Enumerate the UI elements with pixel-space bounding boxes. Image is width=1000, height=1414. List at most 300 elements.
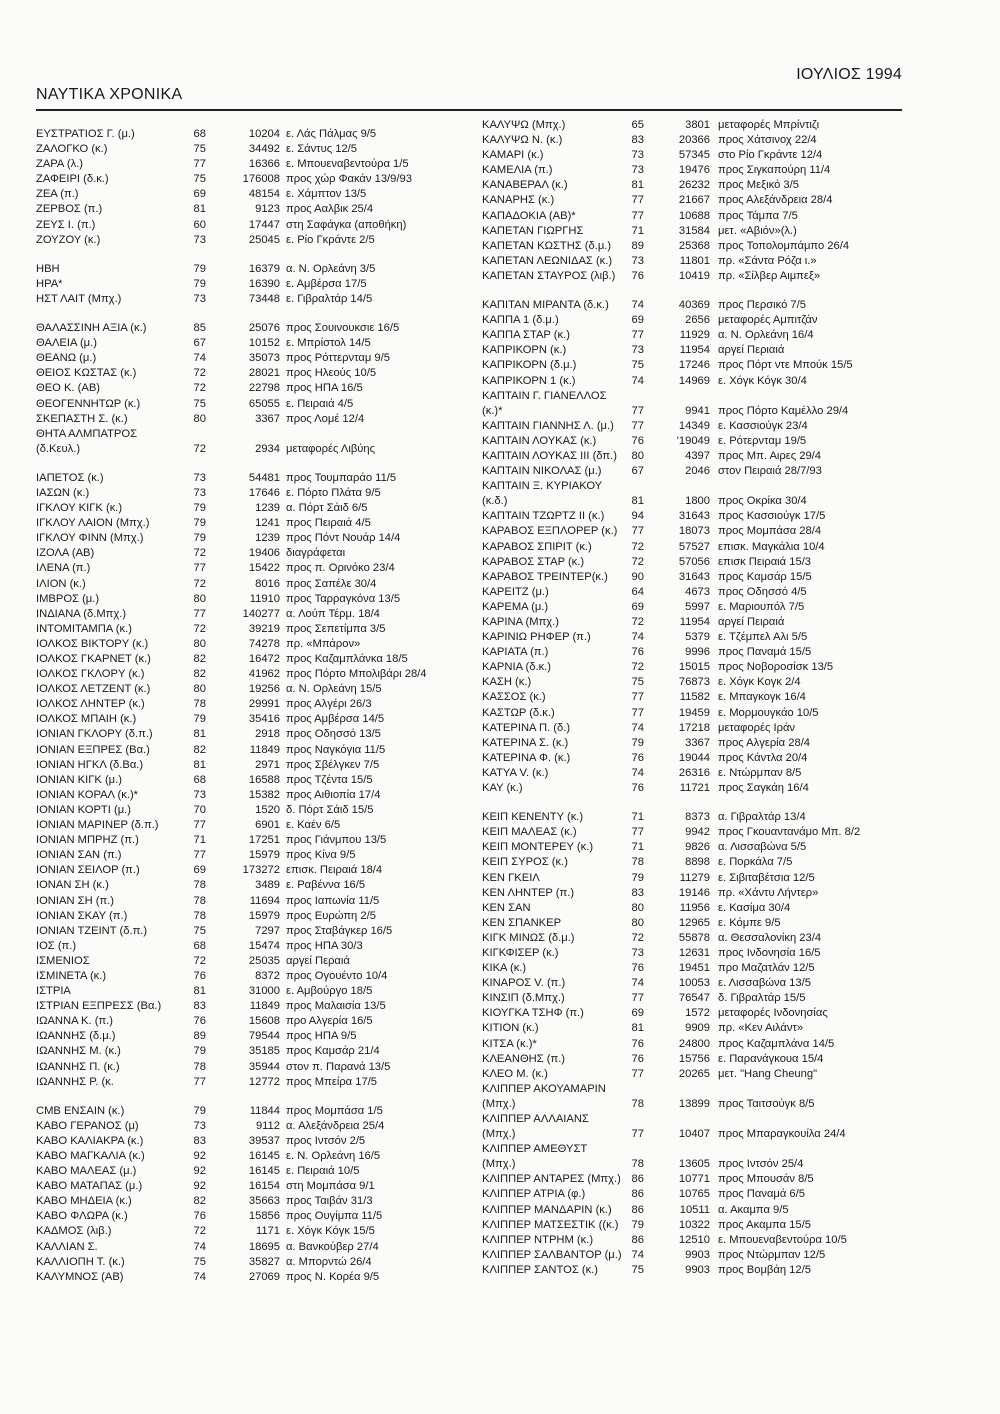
ship-name: ΚΑΠΤΑΙΝ ΤΖΩΡΤΖ ΙΙ (κ.) bbox=[482, 510, 605, 523]
ship-row bbox=[36, 1104, 426, 1119]
ship-row bbox=[482, 163, 902, 178]
ship-row bbox=[482, 1203, 902, 1218]
build-year: 83 bbox=[631, 134, 644, 147]
ship-name: ΚΑΒΟ ΜΑΤΑΠΑΣ (μ.) bbox=[36, 1180, 143, 1193]
build-year: 80 bbox=[631, 449, 644, 462]
tonnage: 1239 bbox=[255, 532, 280, 545]
build-year: 75 bbox=[631, 1263, 644, 1276]
ship-name: ΚΕΝ ΓΚΕΙΛ bbox=[482, 871, 540, 884]
tonnage: 13899 bbox=[678, 1097, 710, 1110]
ship-name: ΚΑΣΗ (κ.) bbox=[482, 676, 532, 689]
ship-row bbox=[482, 358, 902, 373]
position-note: προς Τοπολομπάμπο 26/4 bbox=[718, 239, 850, 252]
position-note: ε. Κασίμα 30/4 bbox=[718, 901, 791, 914]
tonnage: '19049 bbox=[676, 434, 710, 447]
tonnage: 35663 bbox=[248, 1195, 280, 1208]
position-note: μετ. «Αβιόν»(λ.) bbox=[718, 224, 797, 237]
ship-row bbox=[36, 954, 426, 969]
ship-row bbox=[36, 157, 426, 172]
position-note: α. Ν. Ορλεάνη 15/5 bbox=[286, 683, 382, 696]
ship-name: ΚΑΤΕΡΙΝΑ Π. (δ.) bbox=[482, 721, 571, 734]
tonnage: 8372 bbox=[255, 969, 280, 982]
tonnage: 11954 bbox=[679, 616, 710, 628]
ship-name: ΘΑΛΕΙΑ (μ.) bbox=[36, 337, 97, 350]
tonnage: 41962 bbox=[248, 668, 280, 681]
ship-name: ΚΑΒΟ ΓΕΡΑΝΟΣ (μ) bbox=[36, 1119, 139, 1132]
ship-name: ΚΛΕΟ Μ. (κ.) bbox=[482, 1067, 548, 1080]
build-year: 75 bbox=[193, 924, 206, 937]
tonnage: 16145 bbox=[248, 1150, 280, 1162]
position-note: προς Ευρώπη 2/5 bbox=[286, 909, 376, 922]
ship-row bbox=[36, 486, 426, 501]
build-year: 72 bbox=[631, 931, 644, 944]
ship-name: ΚΛΙΠΠΕΡ ΑΚΟΥΑΜΑΡΙΝ (Μπχ.) bbox=[482, 1082, 606, 1110]
position-note: α. Λισσαβώνα 5/5 bbox=[718, 841, 807, 854]
position-note: προς Ταιτσούγκ 8/5 bbox=[718, 1097, 815, 1110]
build-year: 82 bbox=[193, 743, 206, 756]
ship-row bbox=[482, 871, 902, 886]
tonnage: 15856 bbox=[248, 1210, 280, 1223]
build-year: 72 bbox=[193, 382, 206, 395]
build-year: 73 bbox=[631, 164, 644, 177]
ship-name: ΚΑΤΥΑ V. (κ.) bbox=[482, 766, 549, 779]
position-note: προς Ααλβικ 25/4 bbox=[286, 203, 374, 216]
tonnage: 25045 bbox=[248, 233, 280, 246]
build-year: 75 bbox=[193, 1255, 206, 1268]
position-note: στον Πειραιά 28/7/93 bbox=[718, 465, 822, 478]
ship-row bbox=[482, 946, 902, 961]
tonnage: 25076 bbox=[248, 322, 280, 335]
position-note: προς Μπουσάν 8/5 bbox=[718, 1173, 814, 1186]
ship-row bbox=[482, 675, 902, 690]
ship-name: ΚΑΛΛΙΑΝ Σ. bbox=[36, 1240, 98, 1253]
build-year: 72 bbox=[193, 547, 206, 560]
build-year: 77 bbox=[631, 1128, 644, 1141]
position-note: μεταφορές Ινδονησίας bbox=[718, 1007, 828, 1020]
tonnage: 9942 bbox=[685, 826, 710, 839]
tonnage: 17251 bbox=[248, 834, 280, 847]
build-year: 77 bbox=[631, 404, 644, 417]
tonnage: 4673 bbox=[685, 585, 710, 598]
ship-row bbox=[36, 682, 426, 697]
position-note: ε. Χόγκ Κόγκ 15/5 bbox=[286, 1225, 375, 1238]
ship-name: ΙΟΝΙΑΝ ΓΚΛΟΡΥ (δ.π.) bbox=[36, 728, 153, 741]
build-year: 83 bbox=[193, 1000, 206, 1013]
tonnage: 26316 bbox=[678, 766, 710, 779]
tonnage: 16154 bbox=[248, 1180, 280, 1193]
ship-row bbox=[482, 721, 902, 736]
tonnage: 12510 bbox=[678, 1233, 710, 1246]
position-note: προς Σαπέλε 30/4 bbox=[286, 577, 377, 590]
tonnage: 54481 bbox=[248, 471, 280, 484]
ship-row bbox=[482, 1142, 902, 1172]
ship-name: ΚΑΠΤΑΙΝ ΓΙΑΝΝΗΣ Λ. (μ.) bbox=[482, 419, 614, 432]
ship-row bbox=[36, 1224, 426, 1239]
ship-name: ΚΑΡΙΑΤΑ (π.) bbox=[482, 646, 549, 659]
position-note: προς Νοβοροσίσκ 13/5 bbox=[718, 661, 834, 674]
build-year: 72 bbox=[631, 540, 644, 553]
ship-row bbox=[482, 825, 902, 840]
position-note: ε. Μπουεναβεντούρα 10/5 bbox=[718, 1233, 847, 1246]
ship-name: ΚΛΙΠΠΕΡ ΑΛΛΑΙΑΝΣ (Μπχ.) bbox=[482, 1113, 589, 1141]
tonnage: 14969 bbox=[678, 374, 710, 387]
ship-row bbox=[36, 803, 426, 818]
ship-name: ΚΑΠΠΑ 1 (δ.μ.) bbox=[482, 314, 559, 327]
build-year: 79 bbox=[193, 1045, 206, 1058]
build-year: 69 bbox=[631, 314, 644, 327]
build-year: 75 bbox=[193, 173, 206, 186]
ship-name: ΚΑΤΕΡΙΝΑ Σ. (κ.) bbox=[482, 736, 569, 749]
build-year: 86 bbox=[631, 1233, 644, 1246]
position-note: προς Καμσάρ 21/4 bbox=[286, 1045, 380, 1058]
position-note: προς Πόντ Νουάρ 14/4 bbox=[286, 532, 401, 545]
ship-name: ΙΣΤΡΙΑ bbox=[36, 985, 71, 998]
build-year: 73 bbox=[193, 486, 206, 499]
ship-row bbox=[36, 909, 426, 924]
ship-row bbox=[482, 855, 902, 870]
ship-row bbox=[36, 1194, 426, 1209]
position-note: προς Αιθιοπία 17/4 bbox=[286, 788, 381, 801]
ship-row bbox=[482, 1112, 902, 1142]
ship-row bbox=[482, 781, 902, 796]
ship-row bbox=[482, 434, 902, 449]
build-year: 82 bbox=[193, 1195, 206, 1208]
build-year: 76 bbox=[631, 1052, 644, 1065]
ship-name: ΚΑΤΕΡΙΝΑ Φ. (κ.) bbox=[482, 751, 571, 764]
tonnage: 73448 bbox=[248, 292, 280, 305]
build-year: 77 bbox=[631, 419, 644, 432]
build-year: 94 bbox=[631, 510, 644, 523]
ship-row bbox=[482, 298, 902, 313]
ship-name: ΚΛΙΠΠΕΡ ΣΑΛΒΑΝΤΟΡ (μ.) bbox=[482, 1248, 622, 1261]
ship-row bbox=[36, 1209, 426, 1224]
ship-row bbox=[36, 833, 426, 848]
build-year: 72 bbox=[193, 954, 206, 967]
ship-row bbox=[482, 901, 902, 916]
tonnage: 15015 bbox=[678, 661, 710, 674]
position-note: ε. Μπρίστολ 14/5 bbox=[286, 337, 371, 350]
ship-row bbox=[482, 585, 902, 600]
tonnage: 9909 bbox=[685, 1022, 710, 1035]
position-note: ε. Ρότερνταμ 19/5 bbox=[718, 434, 807, 447]
position-note: ε. Κασσιούγκ 23/4 bbox=[718, 419, 808, 432]
build-year: 90 bbox=[631, 570, 644, 583]
tonnage: 25035 bbox=[248, 954, 280, 967]
ship-row bbox=[36, 501, 426, 516]
position-note: προς Βομβάη 12/5 bbox=[718, 1263, 811, 1276]
build-year: 80 bbox=[193, 637, 206, 650]
position-note: προς χώρ Φακάν 13/9/93 bbox=[286, 173, 412, 186]
tonnage: 9123 bbox=[255, 203, 280, 216]
position-note: προς Οδησσό 13/5 bbox=[286, 728, 381, 741]
ship-row bbox=[36, 187, 426, 202]
ship-name: ΚΑΜΑΡΙ (κ.) bbox=[482, 149, 544, 162]
tonnage: 14349 bbox=[678, 419, 710, 432]
build-year: 81 bbox=[631, 495, 644, 508]
ship-name: ΚΑΒΟ ΜΑΛΕΑΣ (μ.) bbox=[36, 1165, 137, 1178]
ship-name: ΚΛΙΠΠΕΡ ΑΤΡΙΑ (φ.) bbox=[482, 1188, 586, 1201]
position-note: α. Ν. Ορλεάνη 3/5 bbox=[286, 262, 376, 275]
position-note: προς Γιάνμπου 13/5 bbox=[286, 834, 387, 847]
build-year: 74 bbox=[631, 299, 644, 312]
ship-row bbox=[482, 630, 902, 645]
build-year: 74 bbox=[631, 977, 644, 990]
position-note: προς Σαγκάη 16/4 bbox=[718, 782, 809, 795]
tonnage: 11801 bbox=[679, 254, 710, 267]
build-year: 70 bbox=[193, 803, 206, 816]
ship-row bbox=[482, 615, 902, 630]
position-note: προς Οδησσό 4/5 bbox=[718, 585, 807, 598]
build-year: 78 bbox=[631, 1158, 644, 1171]
ship-name: ΚΑΡΑΒΟΣ ΤΡΕΙΝΤΕΡ(κ.) bbox=[482, 570, 608, 583]
position-note: στο Ρίο Γκράντε 12/4 bbox=[718, 149, 823, 162]
build-year: 60 bbox=[193, 218, 206, 231]
ship-row bbox=[36, 1029, 426, 1044]
ship-name: ΙΩΑΝΝΗΣ Ρ. (κ. bbox=[36, 1075, 114, 1088]
ship-row bbox=[36, 1044, 426, 1059]
tonnage: 1800 bbox=[685, 495, 710, 508]
tonnage: 16145 bbox=[248, 1165, 280, 1178]
build-year: 83 bbox=[193, 1134, 206, 1147]
tonnage: 1241 bbox=[255, 517, 280, 530]
position-note: προς Χάτσινοχ 22/4 bbox=[718, 134, 817, 147]
ship-row bbox=[482, 389, 902, 419]
tonnage: 10204 bbox=[248, 128, 280, 140]
position-note: προς Μαλαισία 13/5 bbox=[286, 1000, 386, 1013]
position-note: προς Κίνα 9/5 bbox=[286, 849, 356, 862]
ship-name: ΚΑΡΑΒΟΣ ΕΞΠΛΟΡΕΡ (κ.) bbox=[482, 525, 618, 538]
tonnage: 11849 bbox=[249, 1000, 280, 1013]
build-year: 77 bbox=[631, 706, 644, 719]
ship-name: ΙΟΝΑΝ ΣΗ (κ.) bbox=[36, 879, 109, 892]
position-note: προς Περσικό 7/5 bbox=[718, 299, 806, 312]
build-year: 74 bbox=[631, 631, 644, 644]
position-note: πρ. «Σίλβερ Αιμπεξ» bbox=[718, 269, 821, 282]
tonnage: 173272 bbox=[242, 864, 280, 877]
ship-row bbox=[36, 471, 426, 486]
tonnage: 11954 bbox=[679, 344, 710, 357]
position-note: ε. Χάμπτον 13/5 bbox=[286, 188, 367, 201]
build-year: 85 bbox=[193, 322, 206, 335]
tonnage: 1239 bbox=[255, 502, 280, 515]
ship-name: ΚΑΠΤΑΙΝ ΛΟΥΚΑΣ ΙΙΙ (δπ.) bbox=[482, 449, 617, 462]
build-year: 81 bbox=[193, 728, 206, 741]
build-year: 74 bbox=[193, 1270, 206, 1283]
ship-row bbox=[482, 1187, 902, 1202]
ship-name: ΚΑΡΑΒΟΣ ΣΤΑΡ (κ.) bbox=[482, 555, 585, 568]
ship-name: ΙΓΚΛΟΥ ΦΙΝΝ (Μπχ.) bbox=[36, 532, 144, 545]
tonnage: 11721 bbox=[679, 782, 710, 795]
ship-name: ΚΛΙΠΠΕΡ ΣΑΝΤΟΣ (κ.) bbox=[482, 1263, 598, 1276]
ship-name: ΚΑΠΕΤΑΝ ΛΕΩΝΙΔΑΣ (κ.) bbox=[482, 254, 613, 267]
ship-row bbox=[36, 999, 426, 1014]
position-note: α. Πόρτ Σάιδ 6/5 bbox=[286, 502, 368, 515]
ship-row bbox=[482, 224, 902, 239]
ship-name: ΚΙΝΣΙΠ (δ.Μπχ.) bbox=[482, 992, 565, 1005]
position-note: ε. Κόμπε 9/5 bbox=[718, 916, 781, 929]
build-year: 74 bbox=[631, 374, 644, 387]
ship-row bbox=[36, 366, 426, 381]
ship-name: ΘΕΟ Κ. (ΑΒ) bbox=[36, 382, 101, 395]
ship-row bbox=[482, 916, 902, 931]
build-year: 75 bbox=[193, 143, 206, 156]
position-note: προς Αλγερία 28/4 bbox=[718, 736, 811, 749]
ship-name: ΚΕΙΠ ΜΟΝΤΕΡΕΥ (κ.) bbox=[482, 841, 594, 854]
position-note: προς Κασσιούγκ 17/5 bbox=[718, 510, 826, 523]
tonnage: 39219 bbox=[248, 622, 280, 635]
ship-row bbox=[36, 667, 426, 682]
ship-name: ΚΑΠΡΙΚΟΡΝ 1 (κ.) bbox=[482, 374, 576, 387]
ship-name: ΚΙΓΚΦΙΣΕΡ (κ.) bbox=[482, 946, 559, 959]
build-year: 77 bbox=[631, 329, 644, 342]
position-note: προς Μομπάσα 1/5 bbox=[286, 1104, 383, 1117]
build-year: 81 bbox=[631, 179, 644, 192]
build-year: 79 bbox=[193, 262, 206, 275]
ship-row bbox=[482, 178, 902, 193]
ship-row bbox=[36, 292, 426, 307]
ship-name: ΚΑΠΕΤΑΝ ΚΩΣΤΗΣ (δ.μ.) bbox=[482, 239, 612, 252]
position-note: προς Σβέλγκεν 7/5 bbox=[286, 758, 380, 771]
tonnage: 11849 bbox=[249, 743, 280, 756]
build-year: 77 bbox=[631, 992, 644, 1005]
ship-name: ΙΣΜΙΝΕΤΑ (κ.) bbox=[36, 969, 107, 982]
ship-name: ΙΟΝΙΑΝ ΚΟΡΑΛ (κ.)* bbox=[36, 788, 139, 801]
tonnage: 31584 bbox=[678, 224, 710, 237]
position-note: προς Ουγίμπα 11/5 bbox=[286, 1210, 383, 1223]
ship-row bbox=[482, 690, 902, 705]
tonnage: 15422 bbox=[248, 562, 280, 575]
ship-row bbox=[36, 607, 426, 622]
build-year: 77 bbox=[193, 607, 206, 620]
build-year: 78 bbox=[631, 1097, 644, 1110]
ship-row bbox=[482, 254, 902, 269]
position-note: προς Κάντλα 20/4 bbox=[718, 751, 808, 764]
position-note: δ. Γιβραλτάρ 15/5 bbox=[718, 992, 806, 1005]
build-year: 74 bbox=[631, 1248, 644, 1261]
ship-name: ΚΑΣΤΩΡ (δ.κ.) bbox=[482, 706, 555, 719]
ship-name: ΙΟΛΚΟΣ ΛΗΝΤΕΡ (κ.) bbox=[36, 698, 145, 711]
tonnage: 11582 bbox=[679, 691, 710, 704]
position-note: στον π. Παρανά 13/5 bbox=[286, 1060, 391, 1073]
ship-name: ΚΑΠΤΑΙΝ Ξ. ΚΥΡΙΑΚΟΥ (κ.δ.) bbox=[482, 480, 602, 508]
ship-name: ΙΩΑΝΝΑ Κ. (π.) bbox=[36, 1015, 114, 1028]
tonnage: 40369 bbox=[678, 299, 710, 312]
ship-row bbox=[482, 600, 902, 615]
tonnage: 31643 bbox=[678, 510, 710, 523]
position-note: ε. Μπαγκογκ 16/4 bbox=[718, 691, 806, 704]
ship-row bbox=[36, 1134, 426, 1149]
ship-name: ΖΑΛΟΓΚΟ (κ.) bbox=[36, 143, 108, 156]
ship-name: ΚΙΚΑ (κ.) bbox=[482, 962, 527, 975]
ship-name: ΙΟΛΚΟΣ ΜΠΑΙΗ (κ.) bbox=[36, 713, 137, 726]
ship-name: ΚΕΙΠ ΣΥΡΟΣ (κ.) bbox=[482, 856, 568, 869]
ship-row bbox=[482, 1021, 902, 1036]
build-year: 69 bbox=[631, 600, 644, 613]
position-note: επισκ. Μαγκάλια 10/4 bbox=[718, 540, 825, 553]
ship-group bbox=[482, 118, 902, 284]
ship-row bbox=[482, 976, 902, 991]
tonnage: 19044 bbox=[678, 751, 710, 764]
tonnage: 17246 bbox=[678, 359, 710, 372]
position-note: προς Σταβάγκερ 16/5 bbox=[286, 924, 393, 937]
build-year: 75 bbox=[631, 359, 644, 372]
tonnage: 16390 bbox=[248, 277, 280, 290]
position-note: προς Πόρτ ντε Μπούκ 15/5 bbox=[718, 359, 853, 372]
tonnage: 22798 bbox=[248, 382, 280, 395]
build-year: 74 bbox=[193, 1240, 206, 1253]
build-year: 81 bbox=[193, 758, 206, 771]
ship-name: ΚΑΒΟ ΜΑΓΚΑΛΙΑ (κ.) bbox=[36, 1150, 145, 1162]
ship-row bbox=[36, 1060, 426, 1075]
position-note: προς Ν. Κορέα 9/5 bbox=[286, 1270, 380, 1283]
build-year: 72 bbox=[193, 442, 206, 455]
ship-row bbox=[36, 1255, 426, 1270]
tonnage: 2046 bbox=[685, 465, 710, 478]
tonnage: 79544 bbox=[248, 1030, 280, 1043]
tonnage: 74278 bbox=[248, 637, 280, 650]
position-note: διαγράφεται bbox=[286, 547, 346, 560]
ship-name: ΚΑΜΕΛΙΑ (π.) bbox=[482, 164, 553, 177]
build-year: 77 bbox=[631, 826, 644, 839]
ship-row bbox=[482, 1248, 902, 1263]
ship-name: ΚΑΡΙΝΙΩ ΡΗΦΕΡ (π.) bbox=[482, 631, 591, 644]
position-note: στη Σαφάγκα (αποθήκη) bbox=[286, 218, 407, 231]
build-year: 79 bbox=[193, 277, 206, 290]
position-note: ε. Πειραιά 10/5 bbox=[286, 1165, 360, 1178]
tonnage: 8373 bbox=[685, 811, 710, 824]
ship-name: ΚΕΝ ΣΑΝ bbox=[482, 901, 531, 914]
ship-name: ΚΙΤΣΑ (κ.)* bbox=[482, 1037, 537, 1050]
ship-name: ΙΑΣΩΝ (κ.) bbox=[36, 486, 90, 499]
ship-row bbox=[36, 939, 426, 954]
ship-name: ΚΕΝ ΣΠΑΝΚΕΡ bbox=[482, 916, 562, 929]
position-note: ε. Παρανάγκουα 15/4 bbox=[718, 1052, 824, 1065]
position-note: ε. Μορμουγκάο 10/5 bbox=[718, 706, 819, 719]
tonnage: 35185 bbox=[248, 1045, 280, 1058]
position-note: ε. Λάς Πάλμας 9/5 bbox=[286, 128, 377, 140]
position-note: προς ΗΠΑ 30/3 bbox=[286, 939, 363, 952]
build-year: 79 bbox=[193, 532, 206, 545]
tonnage: 19459 bbox=[678, 706, 710, 719]
position-note: α. Ν. Ορλεάνη 16/4 bbox=[718, 329, 814, 342]
ship-name: ΚΛΙΠΠΕΡ ΑΝΤΑΡΕΣ (Μπχ.) bbox=[482, 1173, 621, 1186]
tonnage: 2971 bbox=[255, 758, 280, 771]
ship-group bbox=[36, 127, 426, 248]
ship-row bbox=[36, 1240, 426, 1255]
ship-name: ΙΟΣ (π.) bbox=[36, 939, 77, 952]
ship-name: ΕΥΣΤΡΑΤΙΟΣ Γ. (μ.) bbox=[36, 128, 135, 140]
position-note: προς ΗΠΑ 16/5 bbox=[286, 382, 363, 395]
position-note: προς Ταρραγκόνα 13/5 bbox=[286, 592, 401, 605]
position-note: προς Καζαμπλάνκα 18/5 bbox=[286, 653, 408, 665]
ship-row bbox=[482, 706, 902, 721]
ship-name: ΙΣΤΡΙΑΝ ΕΞΠΡΕΣΣ (Βα.) bbox=[36, 1000, 162, 1013]
tonnage: 10419 bbox=[678, 269, 710, 282]
build-year: 92 bbox=[193, 1180, 206, 1193]
ship-name: ΚΑΝΑΡΗΣ (κ.) bbox=[482, 194, 555, 207]
ship-name: ΚΑΛΥΜΝΟΣ (ΑΒ) bbox=[36, 1270, 124, 1283]
tonnage: 9941 bbox=[685, 404, 710, 417]
position-note: επισκ. Πειραιά 18/4 bbox=[286, 864, 383, 877]
ship-row bbox=[482, 751, 902, 766]
ship-name: ΙΟΝΙΑΝ ΜΠΡΗΖ (π.) bbox=[36, 834, 139, 847]
build-year: 73 bbox=[193, 292, 206, 305]
ship-row bbox=[36, 1075, 426, 1090]
ship-row bbox=[482, 991, 902, 1006]
build-year: 78 bbox=[193, 1060, 206, 1073]
ship-name: ΚΑΒΟ ΚΑΛΙΑΚΡΑ (κ.) bbox=[36, 1134, 144, 1147]
tonnage: 6901 bbox=[255, 819, 280, 832]
